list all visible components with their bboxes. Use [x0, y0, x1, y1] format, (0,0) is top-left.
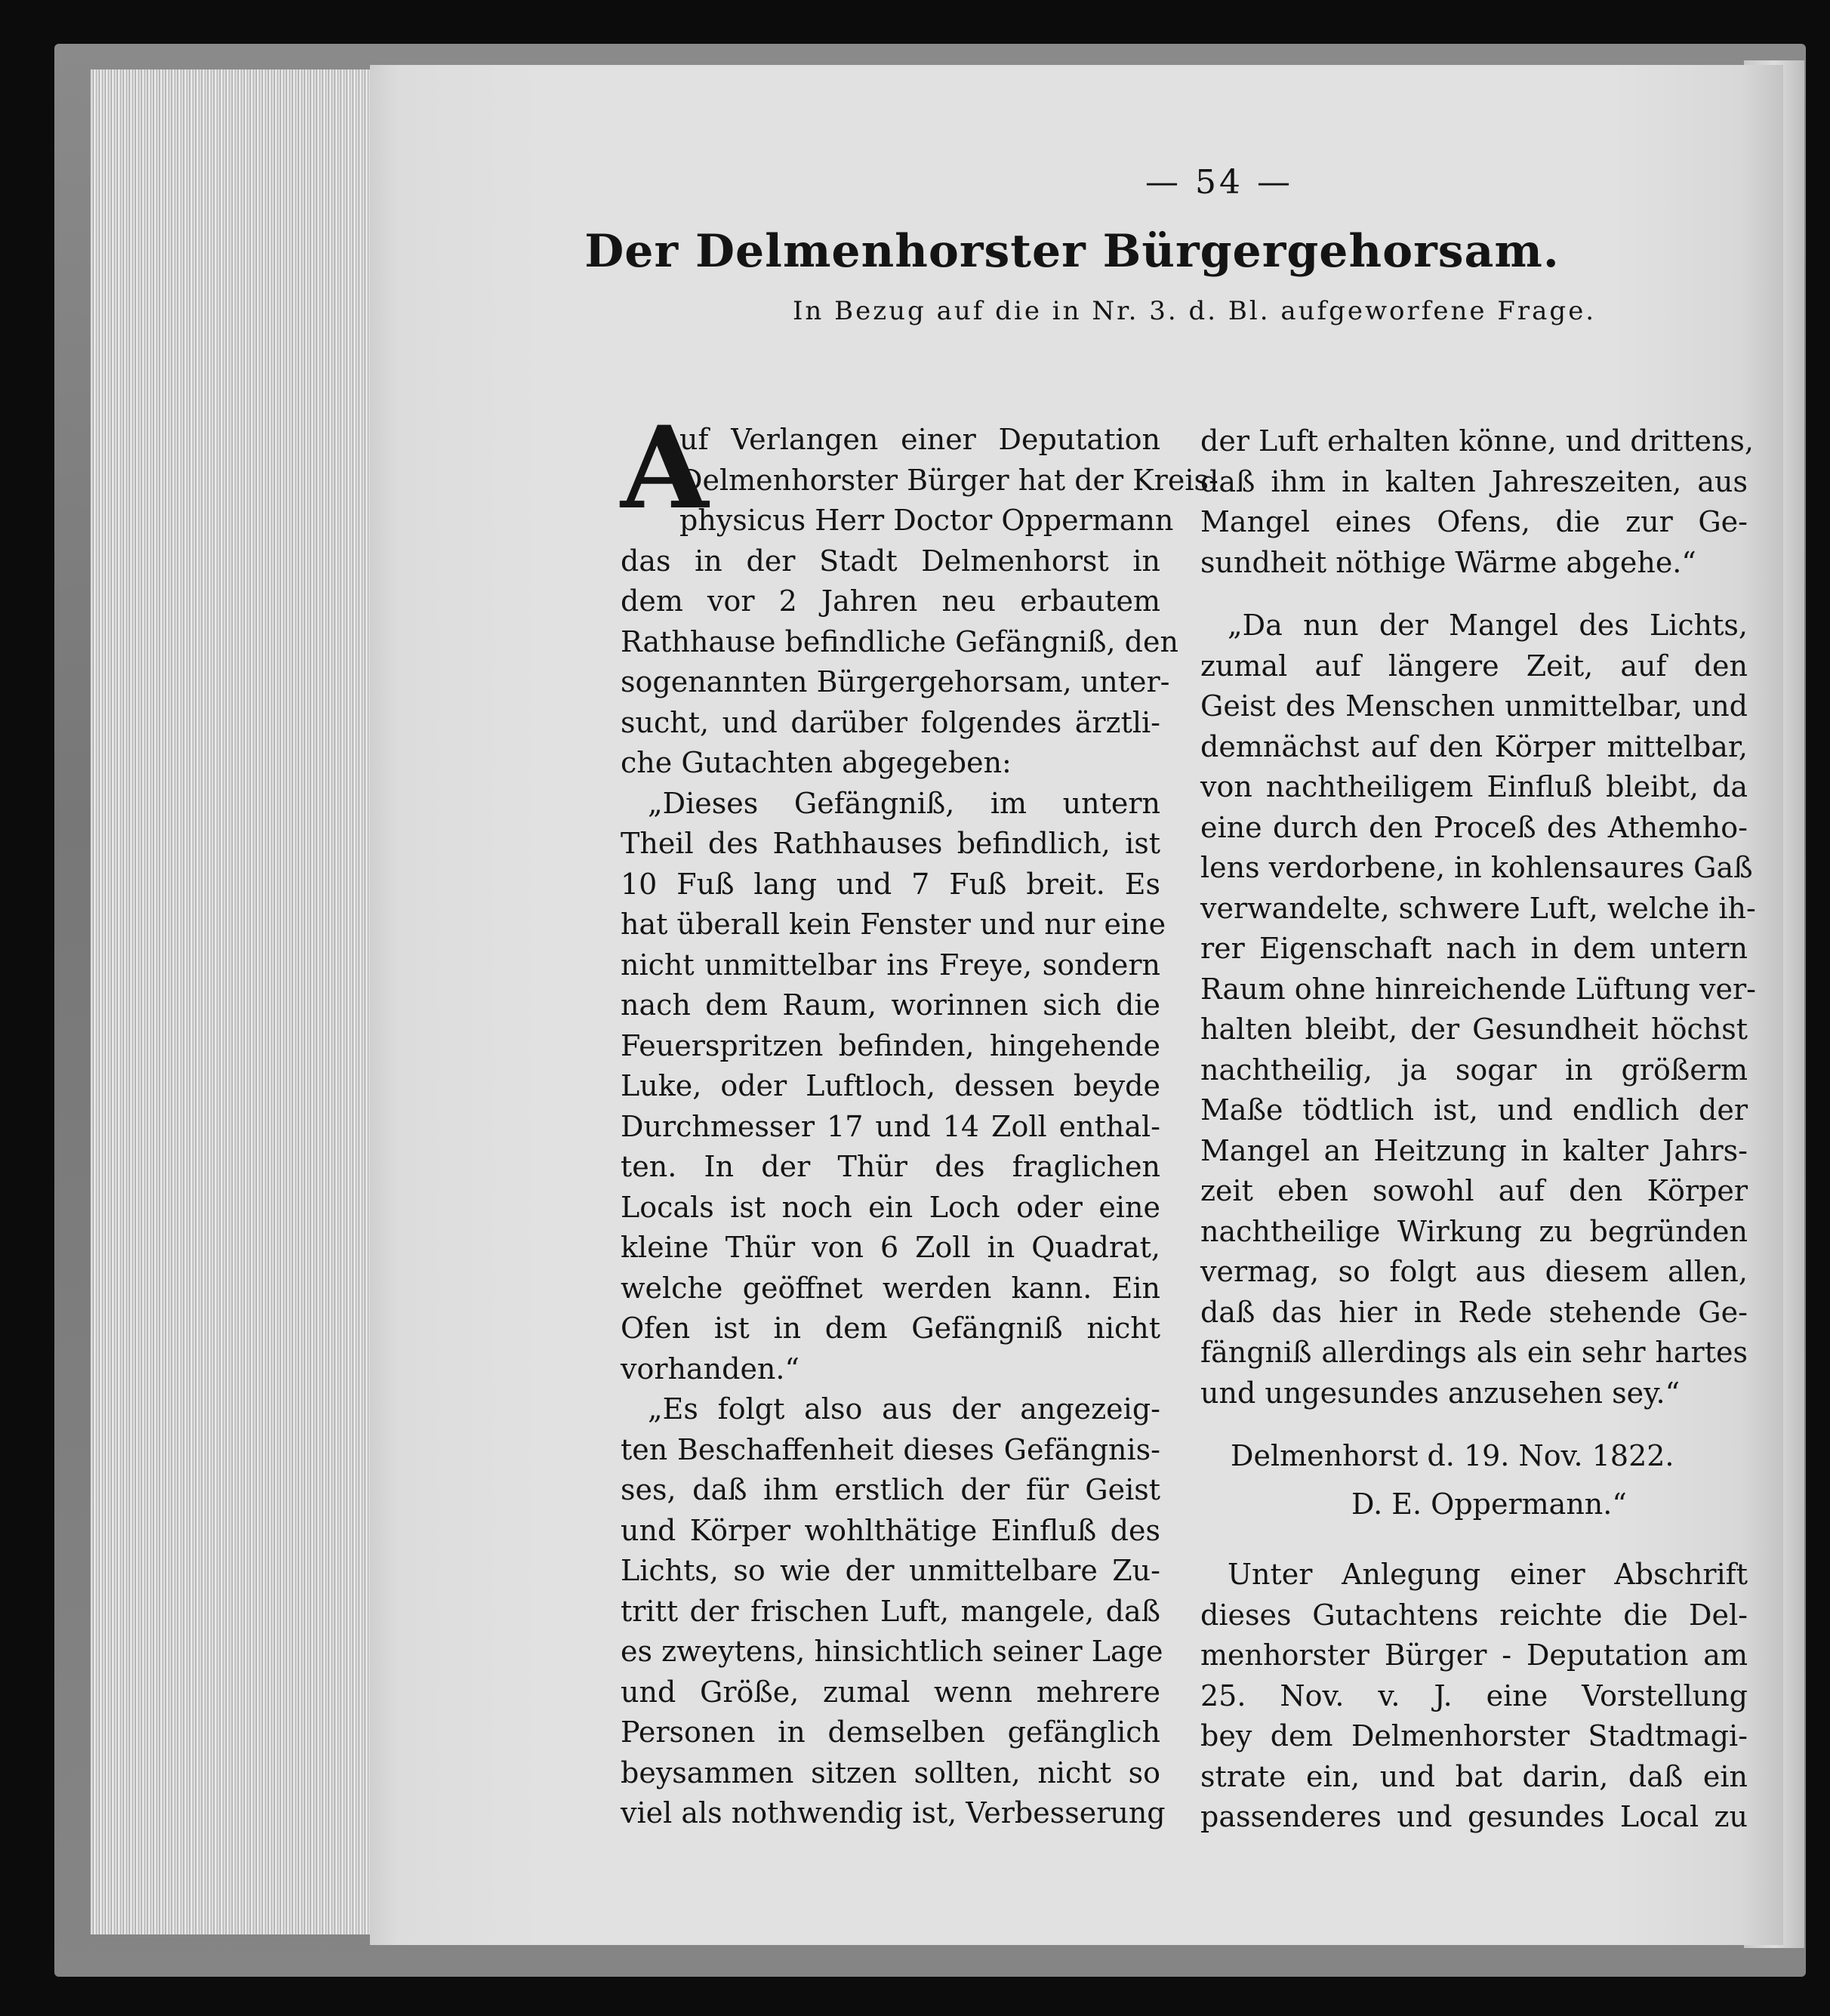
text-line: der Luft erhalten könne, und drittens,: [1200, 424, 1755, 458]
text-line: Personen in demselben gefänglich: [621, 1715, 1160, 1749]
text-line: sucht, und darüber folgendes ärztli-: [621, 705, 1160, 739]
book-page: [370, 65, 1783, 1945]
page-text: [370, 65, 1783, 1945]
text-line: Feuerspritzen befinden, hingehende: [621, 1028, 1160, 1062]
text-line: Geist des Menschen unmittelbar, und: [1200, 689, 1748, 723]
text-line: 25. Nov. v. J. eine Vorstellung: [1200, 1678, 1748, 1712]
text-line: passenderes und gesundes Local zu: [1200, 1800, 1748, 1833]
text-line: fängniß allerdings als ein sehr hartes: [1200, 1336, 1748, 1369]
text-line: ses, daß ihm erstlich der für Geist: [621, 1473, 1160, 1506]
text-line: und Körper wohlthätige Einfluß des: [621, 1513, 1160, 1547]
text-line: menhorster Bürger - Deputation am: [1200, 1638, 1748, 1672]
text-line: Durchmesser 17 und 14 Zoll enthal-: [621, 1109, 1160, 1143]
right-column: [1200, 421, 1756, 1838]
text-line: vorhanden.“: [621, 1352, 799, 1386]
text-line: viel als nothwendig ist, Verbesserung: [621, 1796, 1166, 1830]
text-line: Rathhause befindliche Gefängniß, den: [621, 624, 1178, 658]
text-line: uf Verlangen einer Deputation: [679, 423, 1160, 456]
text-line: beysammen sitzen sollten, nicht so: [621, 1756, 1160, 1789]
text-line: sundheit nöthige Wärme abgehe.“: [1200, 545, 1696, 579]
text-line: sogenannten Bürgergehorsam, unter-: [621, 665, 1170, 698]
right-paragraph-1: [1200, 421, 1755, 583]
text-line: demnächst auf den Körper mittelbar,: [1200, 729, 1748, 763]
text-line: Ofen ist in dem Gefängniß nicht: [621, 1312, 1160, 1345]
text-line: hat überall kein Fenster und nur eine: [621, 908, 1166, 941]
text-line: nachtheilige Wirkung zu begründen: [1200, 1214, 1748, 1248]
text-line: von nachtheiligem Einfluß bleibt, da: [1200, 770, 1748, 803]
text-line: ten Beschaffenheit dieses Gefängnis-: [621, 1432, 1160, 1466]
text-line: physicus Herr Doctor Oppermann: [679, 504, 1174, 537]
drop-cap: A: [621, 402, 709, 535]
text-line: „Es folgt also aus der angezeig-: [648, 1392, 1160, 1426]
text-line: tritt der frischen Luft, mangele, daß: [621, 1594, 1160, 1628]
article-subtitle: In Bezug auf die in Nr. 3. d. Bl. aufgeworfene Frage.: [793, 296, 1597, 326]
text-line: vermag, so folgt aus diesem allen,: [1200, 1255, 1748, 1288]
text-line: Luke, oder Luftloch, dessen beyde: [621, 1069, 1160, 1102]
text-line: halten bleibt, der Gesundheit höchst: [1200, 1013, 1748, 1046]
text-line: dem vor 2 Jahren neu erbautem: [621, 584, 1160, 618]
text-line: Raum ohne hinreichende Lüftung ver-: [1200, 972, 1756, 1006]
page-edges: [91, 69, 373, 1934]
text-line: nach dem Raum, worinnen sich die: [621, 988, 1160, 1022]
text-line: welche geöffnet werden kann. Ein: [621, 1271, 1160, 1305]
text-line: Mangel eines Ofens, die zur Ge-: [1200, 505, 1748, 538]
article-title: Der Delmenhorster Bürgergehorsam.: [584, 225, 1560, 278]
text-line: und ungesundes anzusehen sey.“: [1200, 1376, 1680, 1410]
signature: D. E. Oppermann.“: [1351, 1487, 1627, 1521]
text-line: nicht unmittelbar ins Freye, sondern: [621, 948, 1160, 982]
text-line: lens verdorbene, in kohlensaures Gaß: [1200, 851, 1753, 884]
text-line: nachtheilig, ja sogar in größerm: [1200, 1053, 1748, 1087]
text-line: „Dieses Gefängniß, im untern: [648, 786, 1160, 820]
text-line: Lichts, so wie der unmittelbare Zu-: [621, 1554, 1160, 1587]
text-line: che Gutachten abgegeben:: [621, 746, 1012, 779]
text-line: verwandelte, schwere Luft, welche ih-: [1200, 891, 1756, 925]
text-line: zeit eben sowohl auf den Körper: [1200, 1174, 1748, 1207]
text-line: Delmenhorster Bürger hat der Kreis-: [679, 463, 1218, 497]
text-line: „Da nun der Mangel des Lichts,: [1228, 609, 1748, 642]
left-column-lines: [621, 420, 1218, 1834]
left-column: [621, 402, 1218, 1834]
right-paragraph-3: [1200, 1555, 1748, 1838]
page-number: — 54 —: [1145, 163, 1293, 202]
text-line: es zweytens, hinsichtlich seiner Lage: [621, 1635, 1163, 1668]
text-line: ten. In der Thür des fraglichen: [621, 1150, 1160, 1183]
text-line: dieses Gutachtens reichte die Del-: [1200, 1598, 1748, 1632]
text-line: Unter Anlegung einer Abschrift: [1228, 1558, 1748, 1591]
text-line: Locals ist noch ein Loch oder eine: [621, 1190, 1160, 1224]
text-line: Mangel an Heitzung in kalter Jahrs-: [1200, 1133, 1748, 1167]
text-line: daß ihm in kalten Jahreszeiten, aus: [1200, 464, 1748, 498]
text-line: kleine Thür von 6 Zoll in Quadrat,: [621, 1231, 1160, 1264]
text-line: strate ein, und bat darin, daß ein: [1200, 1759, 1748, 1793]
text-line: 10 Fuß lang und 7 Fuß breit. Es: [621, 867, 1160, 901]
text-line: das in der Stadt Delmenhorst in: [621, 544, 1160, 578]
right-paragraph-2: [1200, 606, 1756, 1413]
text-line: daß das hier in Rede stehende Ge-: [1200, 1295, 1748, 1329]
text-line: Theil des Rathhauses befindlich, ist: [621, 827, 1160, 860]
text-line: rer Eigenschaft nach in dem untern: [1200, 932, 1748, 965]
text-line: bey dem Delmenhorster Stadtmagi-: [1200, 1719, 1748, 1752]
text-line: zumal auf längere Zeit, auf den: [1200, 649, 1748, 683]
dateline: Delmenhorst d. 19. Nov. 1822.: [1231, 1439, 1674, 1472]
text-line: eine durch den Proceß des Athemho-: [1200, 810, 1748, 844]
text-line: und Größe, zumal wenn mehrere: [621, 1675, 1160, 1709]
text-line: Maße tödtlich ist, und endlich der: [1200, 1093, 1748, 1127]
